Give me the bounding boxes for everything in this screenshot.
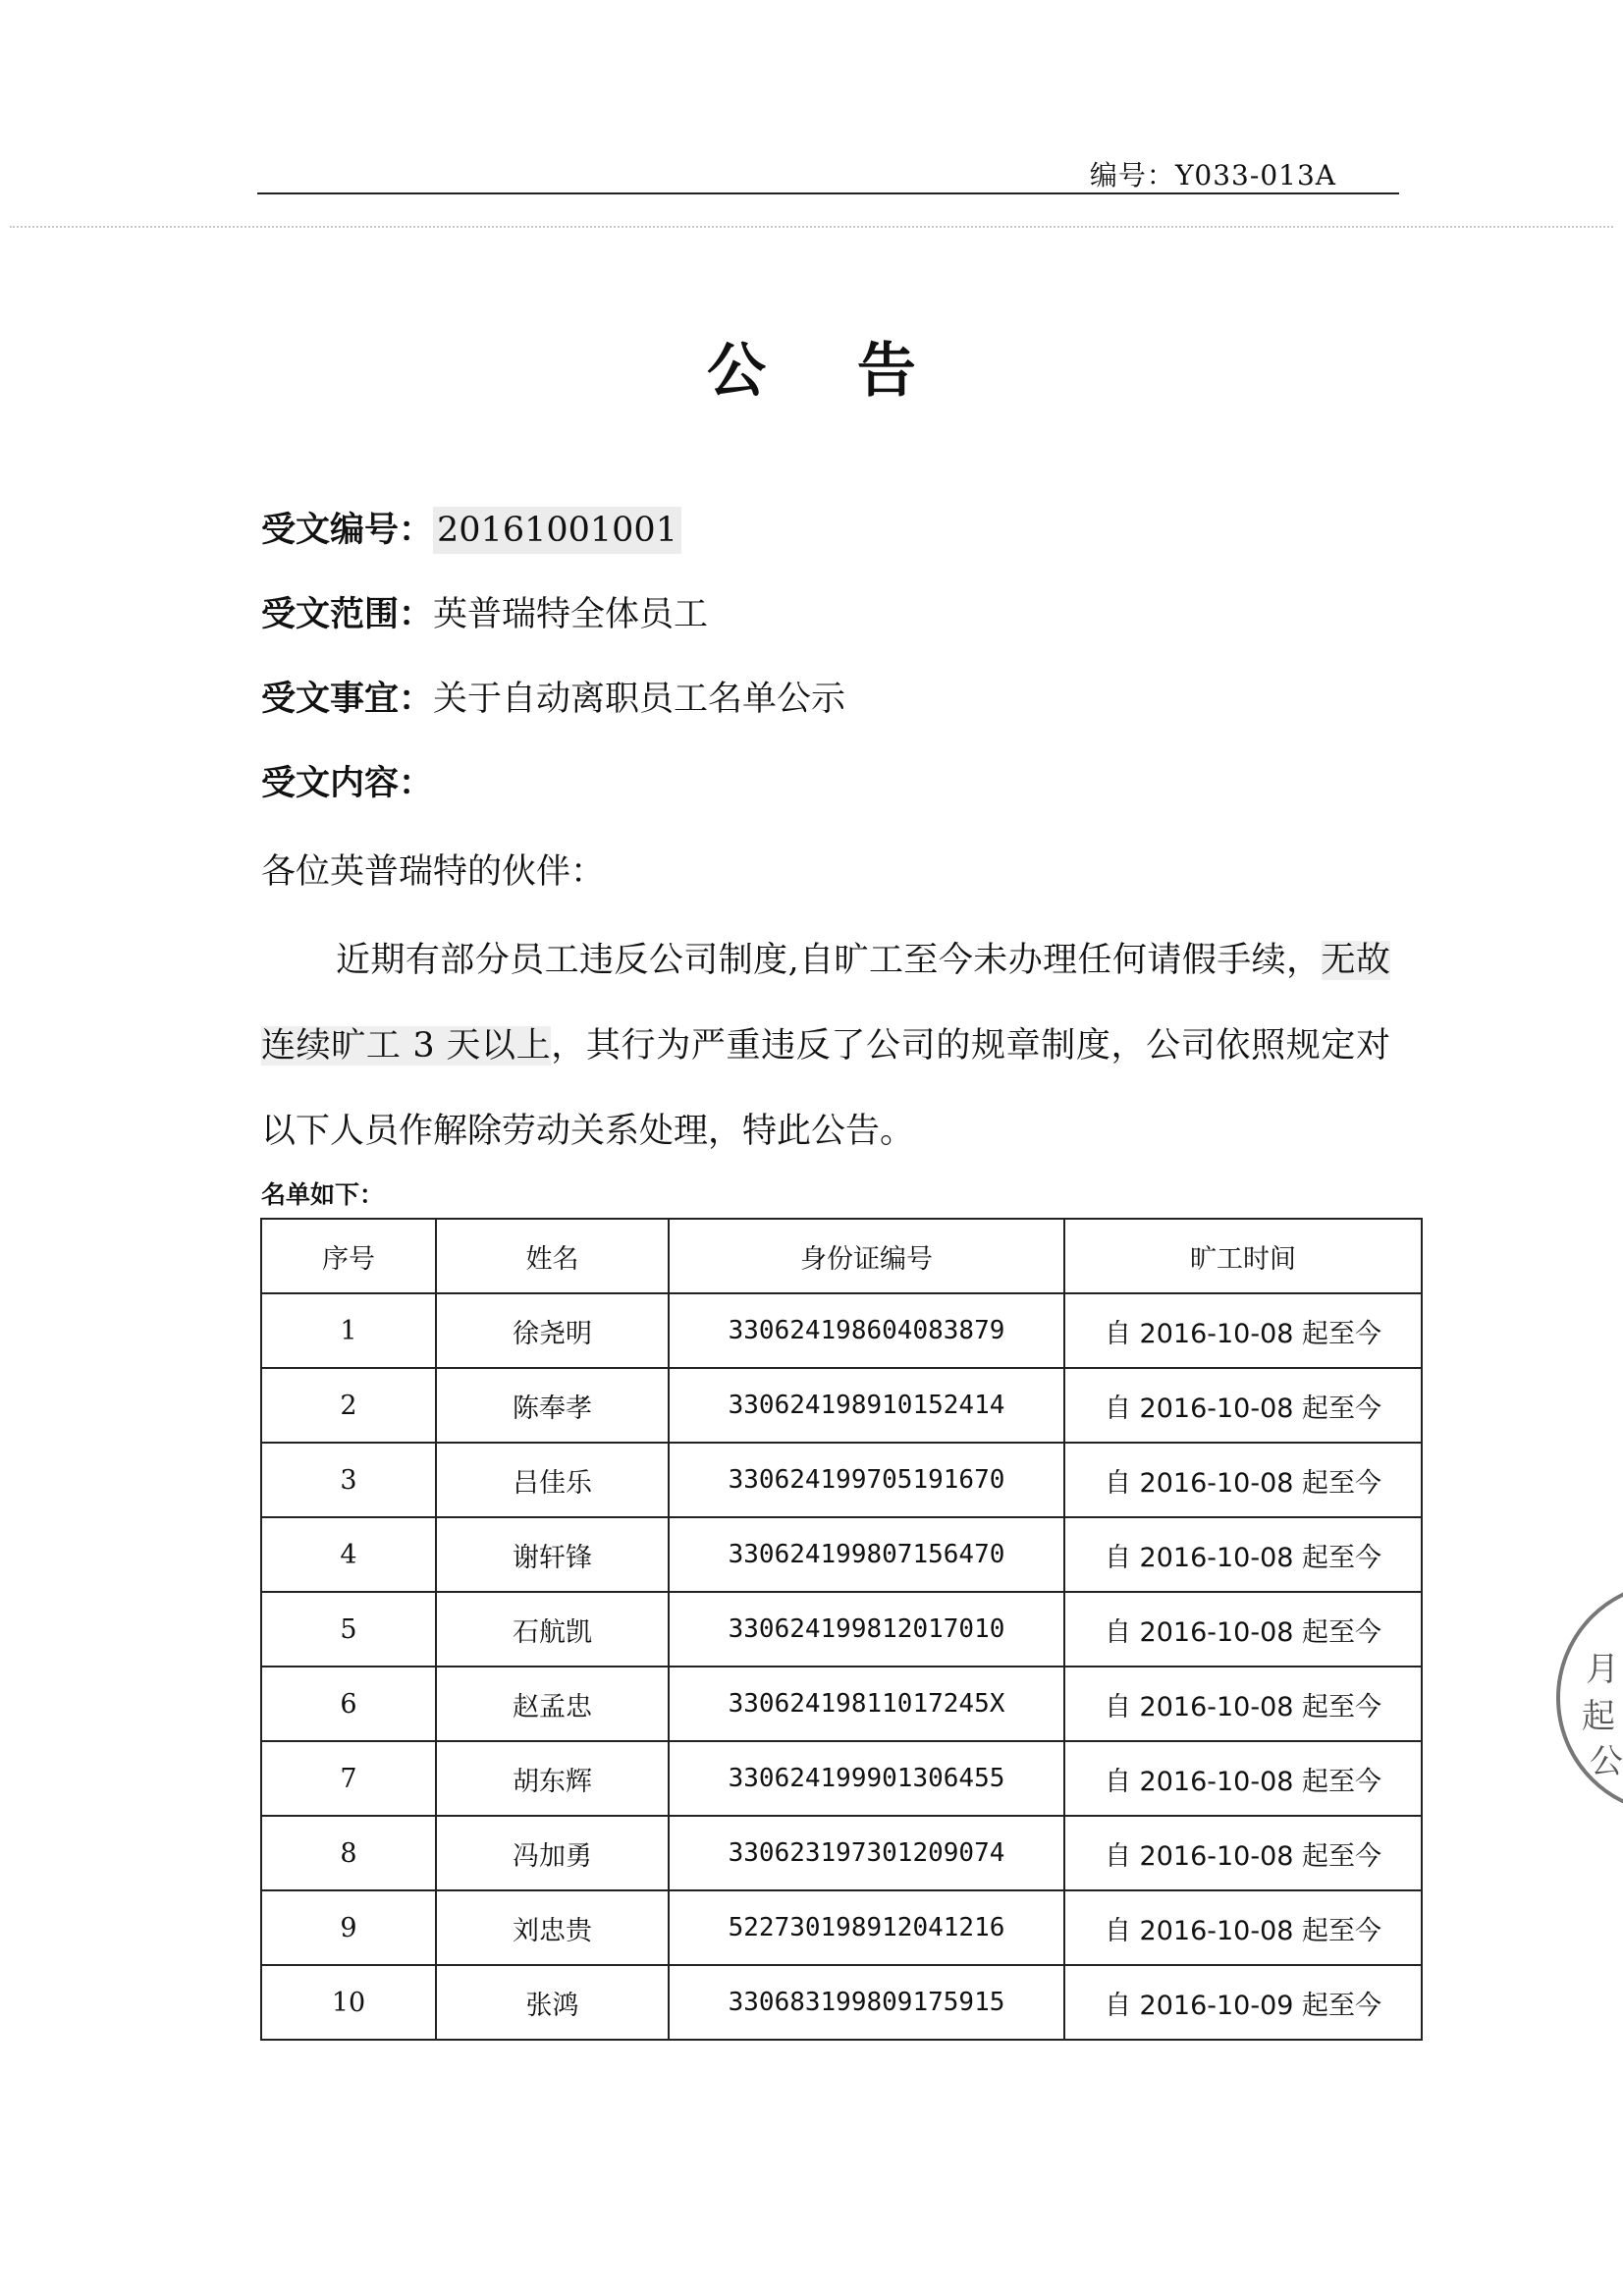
field-label: 受文编号： <box>261 511 434 550</box>
cell-no: 9 <box>261 1890 436 1965</box>
seal-char: 公 <box>1590 1742 1623 1781</box>
seal-char: 月 <box>1586 1650 1619 1689</box>
cell-id: 330624199807156470 <box>669 1517 1064 1592</box>
cell-id: 522730198912041216 <box>669 1890 1064 1965</box>
cell-id: 330624198910152414 <box>669 1368 1064 1443</box>
cell-name: 张鸿 <box>436 1965 669 2040</box>
cell-time: 自 2016-10-08 起至今 <box>1064 1517 1422 1592</box>
cell-time: 自 2016-10-08 起至今 <box>1064 1816 1422 1890</box>
cell-time: 自 2016-10-08 起至今 <box>1064 1443 1422 1517</box>
cell-id: 330624199705191670 <box>669 1443 1064 1517</box>
field-content <box>261 756 433 805</box>
table-row <box>261 1592 1422 1667</box>
employee-table <box>260 1218 1423 2041</box>
table-header-row <box>261 1219 1422 1293</box>
cell-no: 1 <box>261 1293 436 1368</box>
cell-id: 330624199812017010 <box>669 1592 1064 1667</box>
field-subject <box>261 672 845 721</box>
field-label: 受文事宜： <box>261 680 434 719</box>
cell-name: 谢轩锋 <box>436 1517 669 1592</box>
cell-id: 330624199901306455 <box>669 1741 1064 1816</box>
cell-no: 4 <box>261 1517 436 1592</box>
cell-time: 自 2016-10-08 起至今 <box>1064 1741 1422 1816</box>
paragraph-text-start: 近期有部分员工违反公司制度,自旷工至今未办理任何请假手续， <box>336 941 1322 980</box>
paragraph-highlight: 无故连续旷工 3 天以上 <box>261 941 1390 1066</box>
field-label: 受文内容： <box>261 764 434 803</box>
cell-no: 7 <box>261 1741 436 1816</box>
field-label: 受文范围： <box>261 595 434 634</box>
field-doc-no <box>261 503 681 552</box>
table-row <box>261 1816 1422 1890</box>
table-row <box>261 1368 1422 1443</box>
cell-id: 330623197301209074 <box>669 1816 1064 1890</box>
cell-no: 8 <box>261 1816 436 1890</box>
header-no: 序号 <box>261 1219 436 1293</box>
company-seal-partial <box>1556 1581 1623 1815</box>
header-id: 身份证编号 <box>669 1219 1064 1293</box>
header-absence-time: 旷工时间 <box>1064 1219 1422 1293</box>
cell-name: 刘忠贵 <box>436 1890 669 1965</box>
list-label: 名单如下： <box>261 1180 385 1209</box>
notice-title: 公 告 <box>707 337 951 406</box>
table-row <box>261 1890 1422 1965</box>
greeting: 各位英普瑞特的伙伴： <box>261 852 606 892</box>
field-value: 关于自动离职员工名单公示 <box>433 680 846 719</box>
cell-time: 自 2016-10-08 起至今 <box>1064 1667 1422 1741</box>
cell-time: 自 2016-10-08 起至今 <box>1064 1368 1422 1443</box>
field-scope <box>261 587 708 636</box>
seal-char: 起 <box>1582 1697 1615 1736</box>
field-value: 20161001001 <box>433 507 681 554</box>
cell-time: 自 2016-10-08 起至今 <box>1064 1890 1422 1965</box>
cell-time: 自 2016-10-08 起至今 <box>1064 1293 1422 1368</box>
cell-name: 陈奉孝 <box>436 1368 669 1443</box>
cell-no: 3 <box>261 1443 436 1517</box>
cell-time: 自 2016-10-09 起至今 <box>1064 1965 1422 2040</box>
cell-name: 赵孟忠 <box>436 1667 669 1741</box>
header-name: 姓名 <box>436 1219 669 1293</box>
cell-id: 33062419811017245X <box>669 1667 1064 1741</box>
cell-name: 胡东辉 <box>436 1741 669 1816</box>
document-number-value: Y033-013A <box>1174 159 1336 191</box>
cell-no: 6 <box>261 1667 436 1741</box>
scan-artifact-line <box>10 226 1613 232</box>
document-number <box>1090 154 1336 193</box>
table-row <box>261 1293 1422 1368</box>
table-row <box>261 1741 1422 1816</box>
cell-no: 5 <box>261 1592 436 1667</box>
cell-no: 2 <box>261 1368 436 1443</box>
cell-name: 冯加勇 <box>436 1816 669 1890</box>
cell-name: 徐尧明 <box>436 1293 669 1368</box>
table-row <box>261 1517 1422 1592</box>
cell-id: 330624198604083879 <box>669 1293 1064 1368</box>
header-rule <box>257 192 1399 194</box>
paragraph-text-end: ，其行为严重违反了公司的规章制度，公司依照规定对以下人员作解除劳动关系处理，特此公告。 <box>261 1026 1390 1151</box>
cell-time: 自 2016-10-08 起至今 <box>1064 1592 1422 1667</box>
cell-name: 吕佳乐 <box>436 1443 669 1517</box>
table-row <box>261 1667 1422 1741</box>
field-value: 英普瑞特全体员工 <box>433 595 709 634</box>
cell-name: 石航凯 <box>436 1592 669 1667</box>
document-number-label: 编号： <box>1089 159 1175 191</box>
body-paragraph <box>261 918 1390 1175</box>
table-row <box>261 1443 1422 1517</box>
cell-id: 330683199809175915 <box>669 1965 1064 2040</box>
cell-no: 10 <box>261 1965 436 2040</box>
table-row <box>261 1965 1422 2040</box>
